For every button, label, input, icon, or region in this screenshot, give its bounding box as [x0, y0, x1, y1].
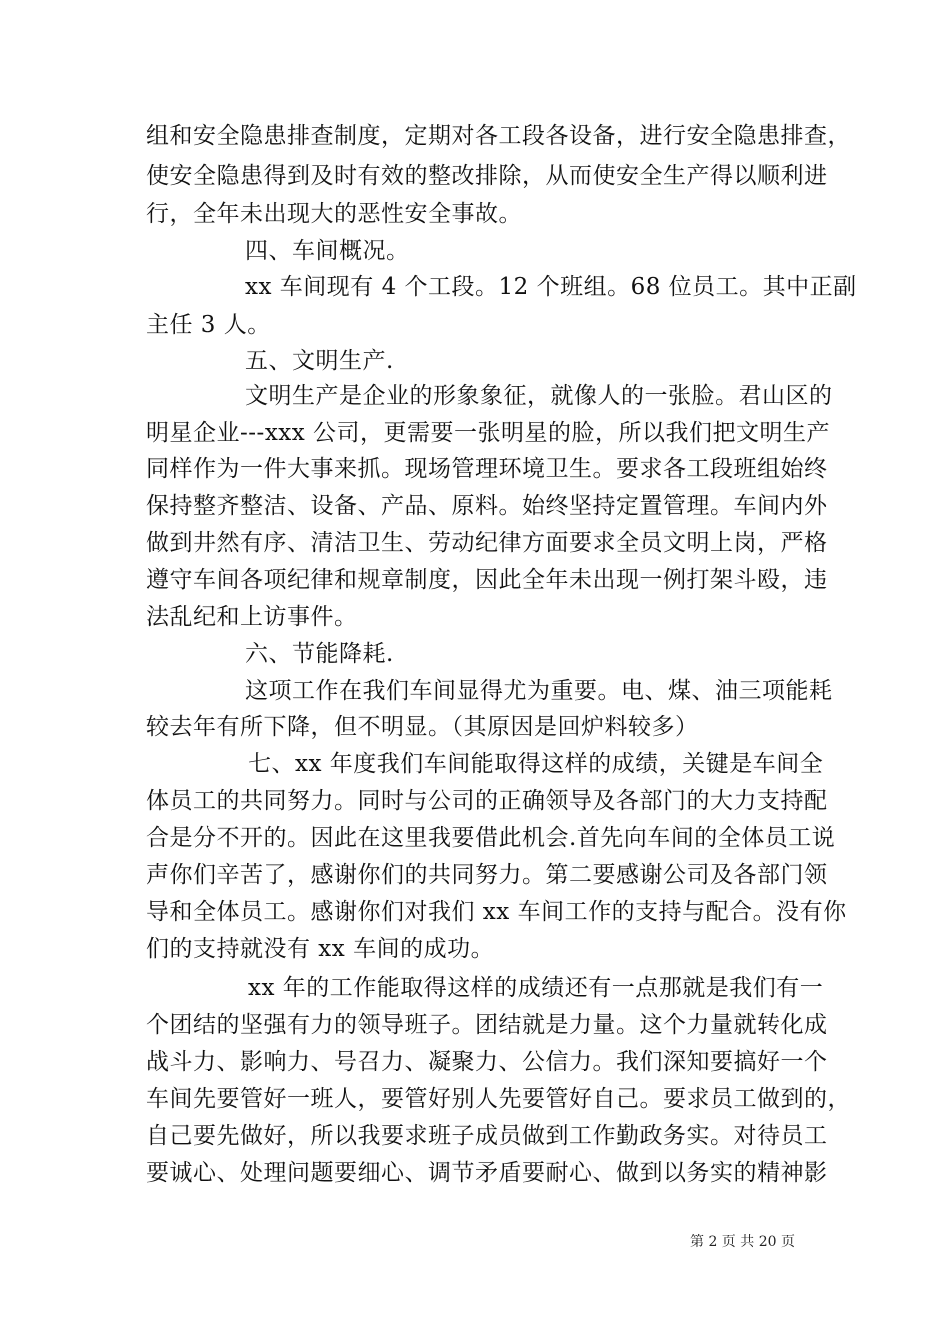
text-line: xx 年的工作能取得这样的成绩还有一点那就是我们有一 — [248, 975, 824, 1001]
text-line: xx 车间现有 4 个工段。12 个班组。68 位员工。其中正副 — [245, 274, 857, 300]
text-line: 主任 3 人。 — [146, 312, 271, 338]
text-line: 明星企业---xxx 公司，更需要一张明星的脸，所以我们把文明生产 — [146, 420, 831, 446]
text-line: 个团结的坚强有力的领导班子。团结就是力量。这个力量就转化成 — [146, 1012, 828, 1038]
text-line: 战斗力、影响力、号召力、凝聚力、公信力。我们深知要搞好一个 — [146, 1049, 828, 1075]
text-line: 声你们辛苦了，感谢你们的共同努力。第二要感谢公司及各部门领 — [146, 862, 828, 888]
text-line: 体员工的共同努力。同时与公司的正确领导及各部门的大力支持配 — [146, 788, 828, 814]
text-line: 使安全隐患得到及时有效的整改排除，从而使安全生产得以顺利进 — [146, 163, 828, 189]
section-heading: 五、文明生产. — [245, 348, 394, 374]
section-heading: 六、节能降耗. — [245, 641, 394, 667]
text-line: 较去年有所下降，但不明显。（其原因是回炉料较多） — [146, 714, 699, 740]
text-line: 保持整齐整洁、设备、产品、原料。始终坚持定置管理。车间内外 — [146, 493, 828, 519]
text-line: 遵守车间各项纪律和规章制度，因此全年未出现一例打架斗殴，违 — [146, 567, 828, 593]
text-line: 要诚心、处理问题要细心、调节矛盾要耐心、做到以务实的精神影 — [146, 1160, 828, 1186]
text-line: 导和全体员工。感谢你们对我们 xx 车间工作的支持与配合。没有你 — [146, 899, 847, 925]
section-heading: 四、车间概况。 — [245, 238, 410, 264]
text-line: 同样作为一件大事来抓。现场管理环境卫生。要求各工段班组始终 — [146, 456, 828, 482]
text-line: 文明生产是企业的形象象征，就像人的一张脸。君山区的 — [245, 383, 833, 409]
text-line: 法乱纪和上访事件。 — [146, 604, 358, 630]
text-line: 做到井然有序、清洁卫生、劳动纪律方面要求全员文明上岗，严格 — [146, 530, 828, 556]
page-number-footer: 第 2 页 共 20 页 — [690, 1234, 795, 1250]
text-line: 这项工作在我们车间显得尤为重要。电、煤、油三项能耗 — [245, 678, 833, 704]
section-heading: 七、xx 年度我们车间能取得这样的成绩，关键是车间全 — [248, 751, 824, 777]
text-line: 车间先要管好一班人，要管好别人先要管好自己。要求员工做到的， — [146, 1086, 851, 1112]
text-line: 合是分不开的。因此在这里我要借此机会.首先向车间的全体员工说 — [146, 825, 836, 851]
text-line: 行，全年未出现大的恶性安全事故。 — [146, 201, 522, 227]
text-line: 们的支持就没有 xx 车间的成功。 — [146, 936, 495, 962]
text-line: 组和安全隐患排查制度，定期对各工段各设备，进行安全隐患排查， — [146, 123, 851, 149]
text-line: 自己要先做好，所以我要求班子成员做到工作勤政务实。对待员工 — [146, 1123, 828, 1149]
